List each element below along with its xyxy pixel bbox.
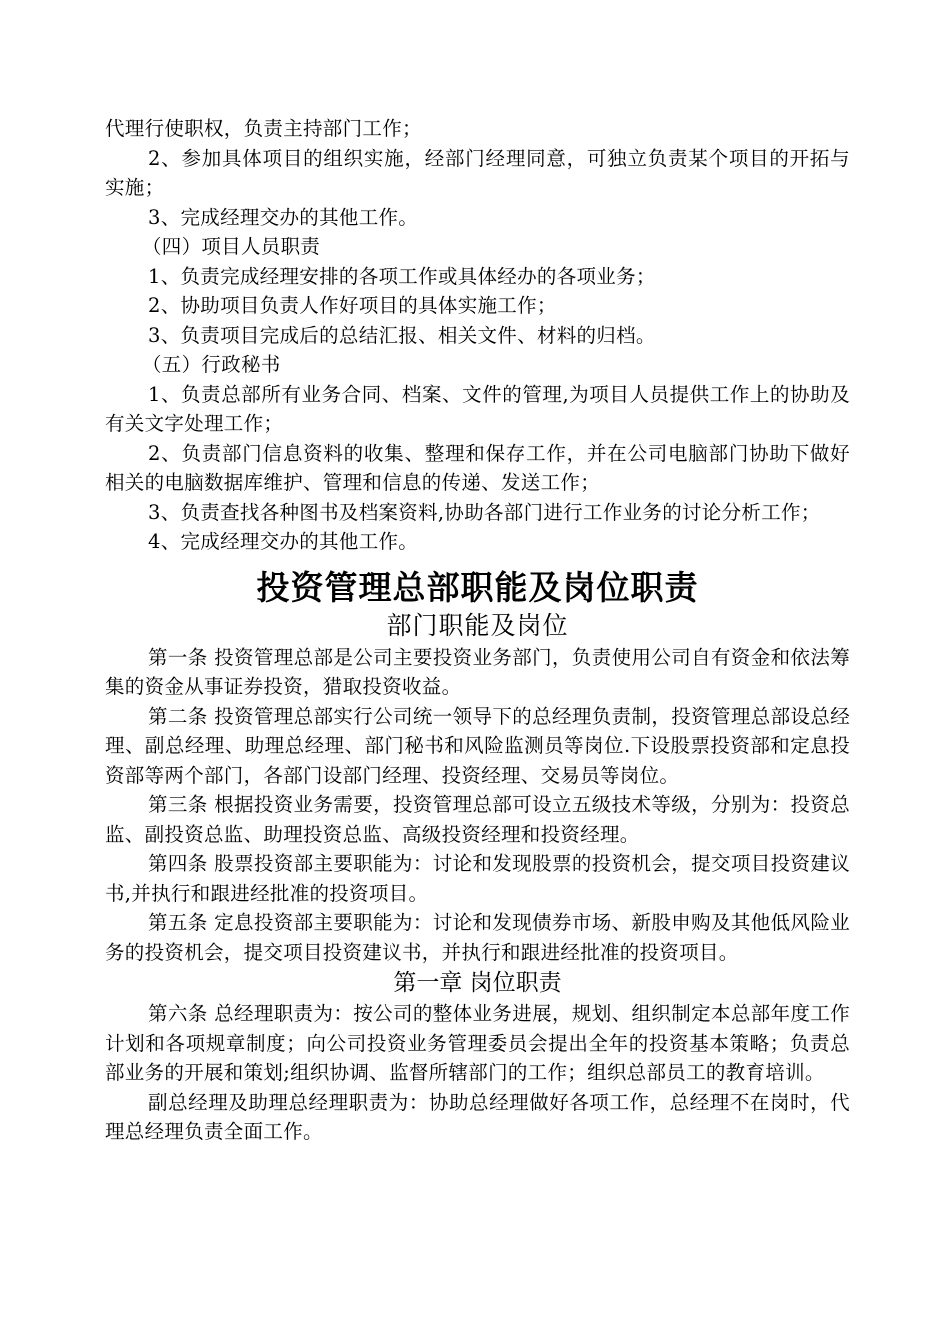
list-item: 2、协助项目负责人作好项目的具体实施工作；: [148, 294, 557, 317]
list-item: 3、负责项目完成后的总结汇报、相关文件、材料的归档。: [148, 323, 656, 347]
paragraph: 代理行使职权，负责主持部门工作；: [105, 117, 422, 140]
article-paragraph: 第五条 定息投资部主要职能为：讨论和发现债券市场、新股申购及其他低风险业务的投资机会，提交项目投资建议书，并执行和跟进经批准的投资项目。: [105, 911, 850, 964]
subsection-heading: （四）项目人员职责: [142, 235, 321, 258]
article-paragraph: 第二条 投资管理总部实行公司统一领导下的总经理负责制，投资管理总部设总经理、副总经理、助理总经理、部门秘书和风险监测员等岗位.下设股票投资部和定息投资部等两个部门，各部门设部门经理、投资经理、交易员等岗位。: [105, 704, 850, 787]
document-body: [105, 114, 850, 1147]
document-title: 投资管理总部职能及岗位职责: [256, 567, 699, 607]
list-item: 2、参加具体项目的组织实施，经部门经理同意，可独立负责某个项目的开拓与实施；: [105, 146, 850, 199]
subsection-heading: （五）行政秘书: [142, 353, 281, 376]
article-paragraph: 第一条 投资管理总部是公司主要投资业务部门，负责使用公司自有资金和依法筹集的资金从事证券投资，猎取投资收益。: [105, 645, 850, 698]
list-item: 4、完成经理交办的其他工作。: [148, 530, 419, 553]
article-paragraph: 副总经理及助理总经理职责为：协助总经理做好各项工作，总经理不在岗时，代理总经理负责全面工作。: [105, 1090, 850, 1143]
section-subtitle: 部门职能及岗位: [386, 610, 569, 640]
list-item: 2、负责部门信息资料的收集、整理和保存工作，并在公司电脑部门协助下做好相关的电脑数据库维护、管理和信息的传递、发送工作；: [105, 441, 850, 494]
list-item: 1、负责完成经理安排的各项工作或具体经办的各项业务；: [148, 264, 656, 288]
article-paragraph: 第四条 股票投资部主要职能为：讨论和发现股票的投资机会，提交项目投资建议书,并执行和跟进经批准的投资项目。: [105, 852, 850, 905]
chapter-heading: 第一章 岗位职责: [393, 970, 562, 996]
article-paragraph: 第六条 总经理职责为：按公司的整体业务进展，规划、组织制定本总部年度工作计划和各项规章制度；向公司投资业务管理委员会提出全年的投资基本策略；负责总部业务的开展和策划;组织协调、监督所辖部门的工作；组织总部员工的教育培训。: [105, 1002, 850, 1084]
list-item: 3、负责查找各种图书及档案资料,协助各部门进行工作业务的讨论分析工作；: [148, 500, 821, 524]
list-item: 1、负责总部所有业务合同、档案、文件的管理,为项目人员提供工作上的协助及有关文字处理工作；: [105, 382, 850, 435]
list-item: 3、完成经理交办的其他工作。: [148, 205, 419, 229]
article-paragraph: 第三条 根据投资业务需要，投资管理总部可设立五级技术等级，分别为：投资总监、副投资总监、助理投资总监、高级投资经理和投资经理。: [105, 793, 850, 846]
